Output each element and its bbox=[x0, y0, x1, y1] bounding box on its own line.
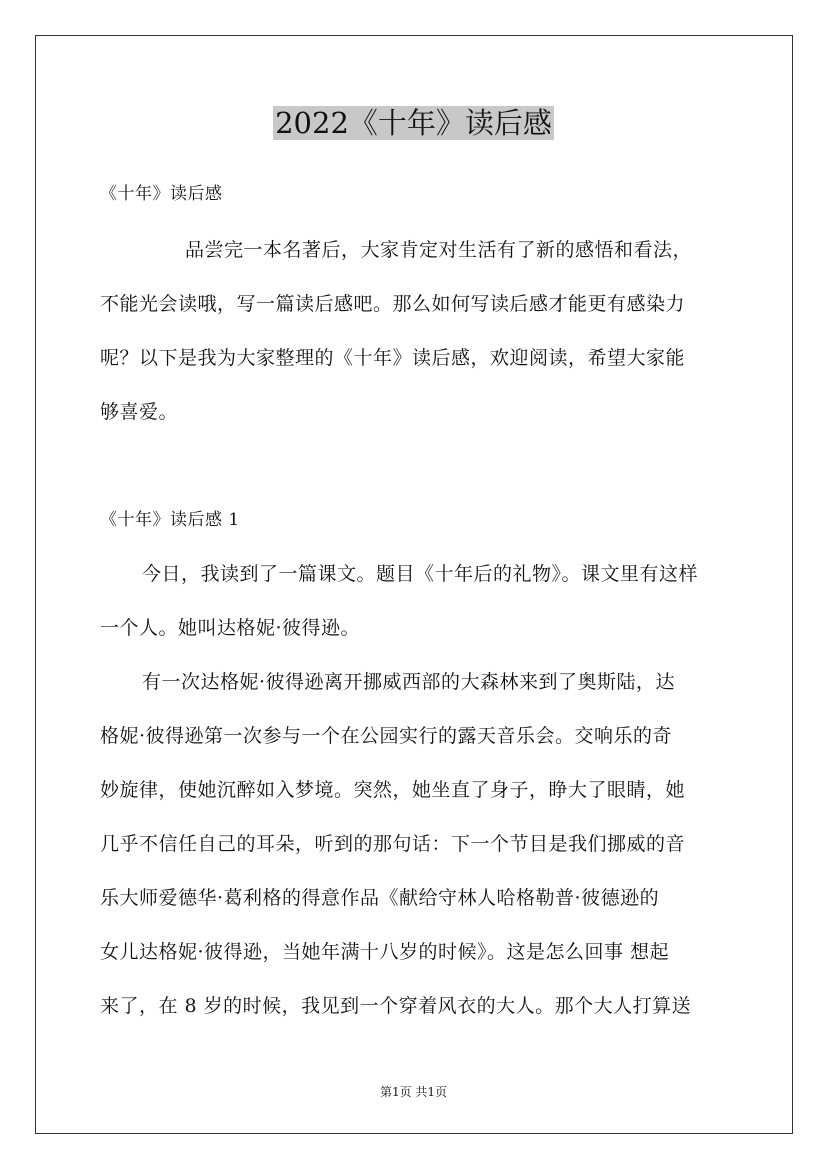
intro-line-4: 够喜爱。 bbox=[100, 401, 179, 423]
intro-line-3: 呢？以下是我为大家整理的《十年》读后感，欢迎阅读，希望大家能 bbox=[100, 347, 686, 369]
body-line-3: 有一次达格妮·彼得逊离开挪威西部的大森林来到了奥斯陆，达 bbox=[142, 671, 676, 693]
body-line-6: 几乎不信任自己的耳朵，听到的那句话：下一个节目是我们挪威的音 bbox=[100, 833, 686, 855]
body-line-2: 一个人。她叫达格妮·彼得逊。 bbox=[100, 617, 361, 639]
body-line-8: 女儿达格妮·彼得逊，当她年满十八岁的时候》。这是怎么回事 想起 bbox=[100, 941, 670, 963]
intro-line-1: 品尝完一本名著后，大家肯定对生活有了新的感悟和看法， bbox=[185, 239, 693, 261]
body-line-1: 今日，我读到了一篇课文。题目《十年后的礼物》。课文里有这样 bbox=[142, 563, 699, 585]
section-heading: 《十年》读后感 1 bbox=[100, 510, 240, 530]
document-title: 2022《十年》读后感 bbox=[275, 106, 552, 140]
body-line-5: 妙旋律，使她沉醉如入梦境。突然，她坐直了身子，睁大了眼睛，她 bbox=[100, 779, 686, 801]
body-line-4: 格妮·彼得逊第一次参与一个在公园实行的露天音乐会。交响乐的奇 bbox=[100, 725, 673, 747]
body-line-9: 来了，在 8 岁的时候，我见到一个穿着风衣的大人。那个大人打算送 bbox=[100, 995, 692, 1017]
document-subtitle: 《十年》读后感 bbox=[100, 184, 223, 204]
body-line-7: 乐大师爱德华·葛利格的得意作品《献给守林人哈格勒普·彼德逊的 bbox=[100, 887, 660, 909]
page-footer: 第1页 共1页 bbox=[379, 1085, 448, 1099]
intro-line-2: 不能光会读哦，写一篇读后感吧。那么如何写读后感才能更有感染力 bbox=[100, 293, 686, 315]
